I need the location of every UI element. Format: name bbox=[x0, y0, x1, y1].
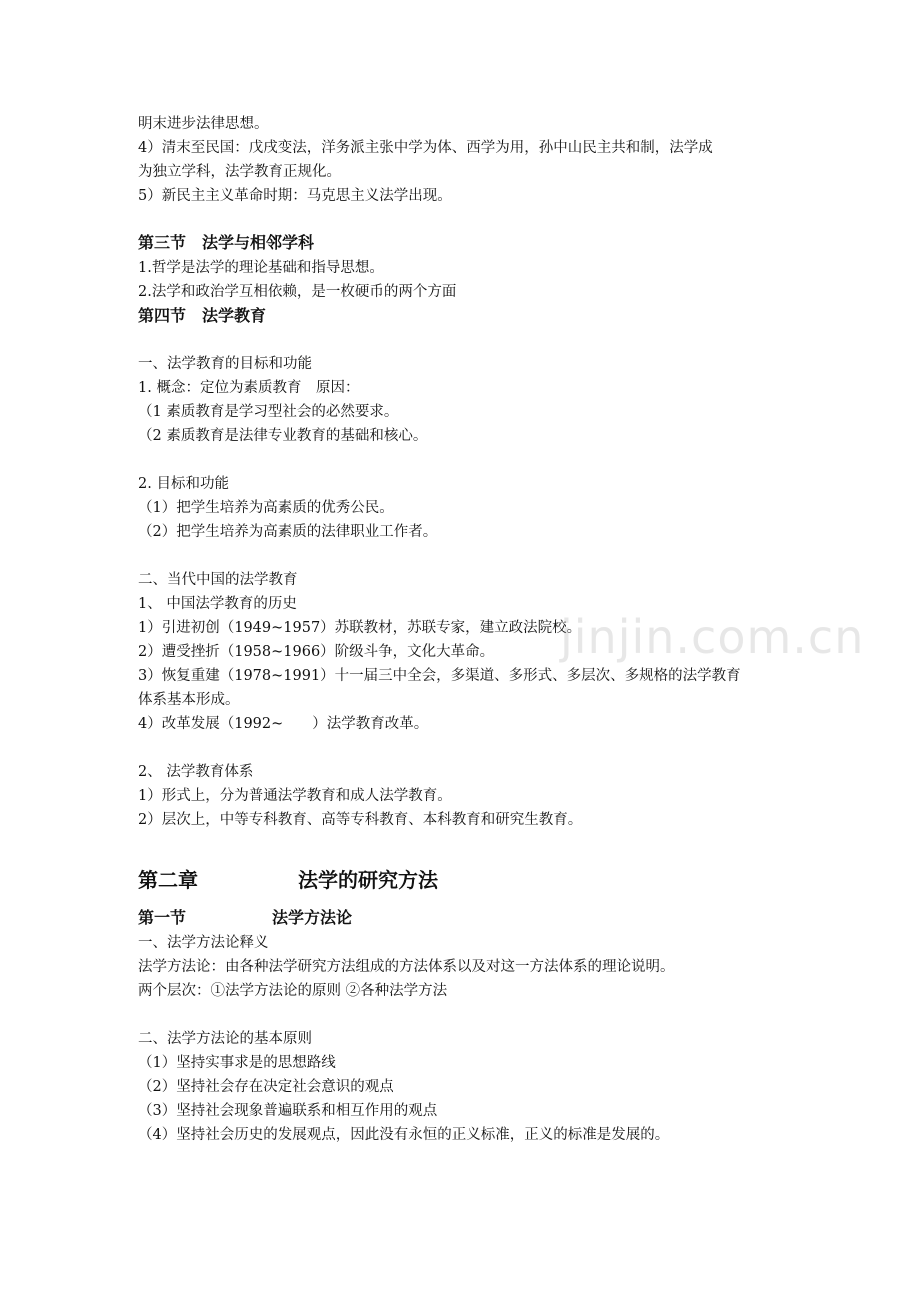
text-line: 为独立学科，法学教育正规化。 bbox=[138, 164, 341, 180]
text-line: 2. 目标和功能 bbox=[138, 476, 229, 492]
text-line: 5）新民主主义革命时期：马克思主义法学出现。 bbox=[138, 188, 452, 204]
section-heading: 第三节 法学与相邻学科 bbox=[138, 233, 315, 252]
text-line: 1）形式上，分为普通法学教育和成人法学教育。 bbox=[138, 788, 452, 804]
watermark: jinjin.com.cn bbox=[560, 610, 865, 664]
text-line: 二、法学方法论的基本原则 bbox=[138, 1031, 312, 1047]
text-line: （3）坚持社会现象普遍联系和相互作用的观点 bbox=[138, 1103, 438, 1119]
text-line: （2 素质教育是法律专业教育的基础和核心。 bbox=[138, 428, 428, 444]
text-line: 1、 中国法学教育的历史 bbox=[138, 596, 297, 612]
text-line: （1 素质教育是学习型社会的必然要求。 bbox=[138, 404, 399, 420]
text-line: 一、法学教育的目标和功能 bbox=[138, 356, 312, 372]
section-heading: 第四节 法学教育 bbox=[138, 306, 267, 325]
text-line: 1. 概念：定位为素质教育 原因： bbox=[138, 380, 360, 396]
text-line: （1）坚持实事求是的思想路线 bbox=[138, 1055, 336, 1071]
text-line: 1.哲学是法学的理论基础和指导思想。 bbox=[138, 260, 384, 276]
section-heading bbox=[138, 908, 352, 928]
text-line: （4）坚持社会历史的发展观点，因此没有永恒的正义标准，正义的标准是发展的。 bbox=[138, 1127, 670, 1143]
chapter-number: 第二章 bbox=[138, 868, 198, 892]
text-line: 明末进步法律思想。 bbox=[138, 116, 269, 132]
text-line: （1）把学生培养为高素质的优秀公民。 bbox=[138, 500, 394, 516]
text-line: 两个层次：①法学方法论的原则 ②各种法学方法 bbox=[138, 983, 448, 999]
chapter-title: 法学的研究方法 bbox=[298, 868, 438, 892]
text-line: 2.法学和政治学互相依赖，是一枚硬币的两个方面 bbox=[138, 284, 457, 300]
text-line: 1）引进初创（1949~1957）苏联教材，苏联专家，建立政法院校。 bbox=[138, 620, 582, 636]
text-line: 3）恢复重建（1978~1991）十一届三中全会，多渠道、多形式、多层次、多规格的法学教育 bbox=[138, 668, 741, 684]
text-line: （2）坚持社会存在决定社会意识的观点 bbox=[138, 1079, 394, 1095]
text-line: 2）层次上，中等专科教育、高等专科教育、本科教育和研究生教育。 bbox=[138, 812, 583, 828]
text-line: 2、 法学教育体系 bbox=[138, 764, 254, 780]
text-line: 4）改革发展（1992~ ）法学教育改革。 bbox=[138, 716, 429, 732]
text-line: （2）把学生培养为高素质的法律职业工作者。 bbox=[138, 524, 438, 540]
section-title: 法学方法论 bbox=[272, 908, 353, 927]
text-line: 法学方法论：由各种法学研究方法组成的方法体系以及对这一方法体系的理论说明。 bbox=[138, 959, 675, 975]
text-line: 2）遭受挫折（1958~1966）阶级斗争，文化大革命。 bbox=[138, 644, 495, 660]
text-line: 4）清末至民国：戊戌变法，洋务派主张中学为体、西学为用，孙中山民主共和制，法学成 bbox=[138, 140, 713, 156]
section-number: 第一节 bbox=[138, 908, 187, 927]
text-line: 体系基本形成。 bbox=[138, 692, 240, 708]
text-line: 一、法学方法论释义 bbox=[138, 935, 269, 951]
chapter-heading bbox=[138, 870, 438, 890]
text-line: 二、当代中国的法学教育 bbox=[138, 572, 298, 588]
